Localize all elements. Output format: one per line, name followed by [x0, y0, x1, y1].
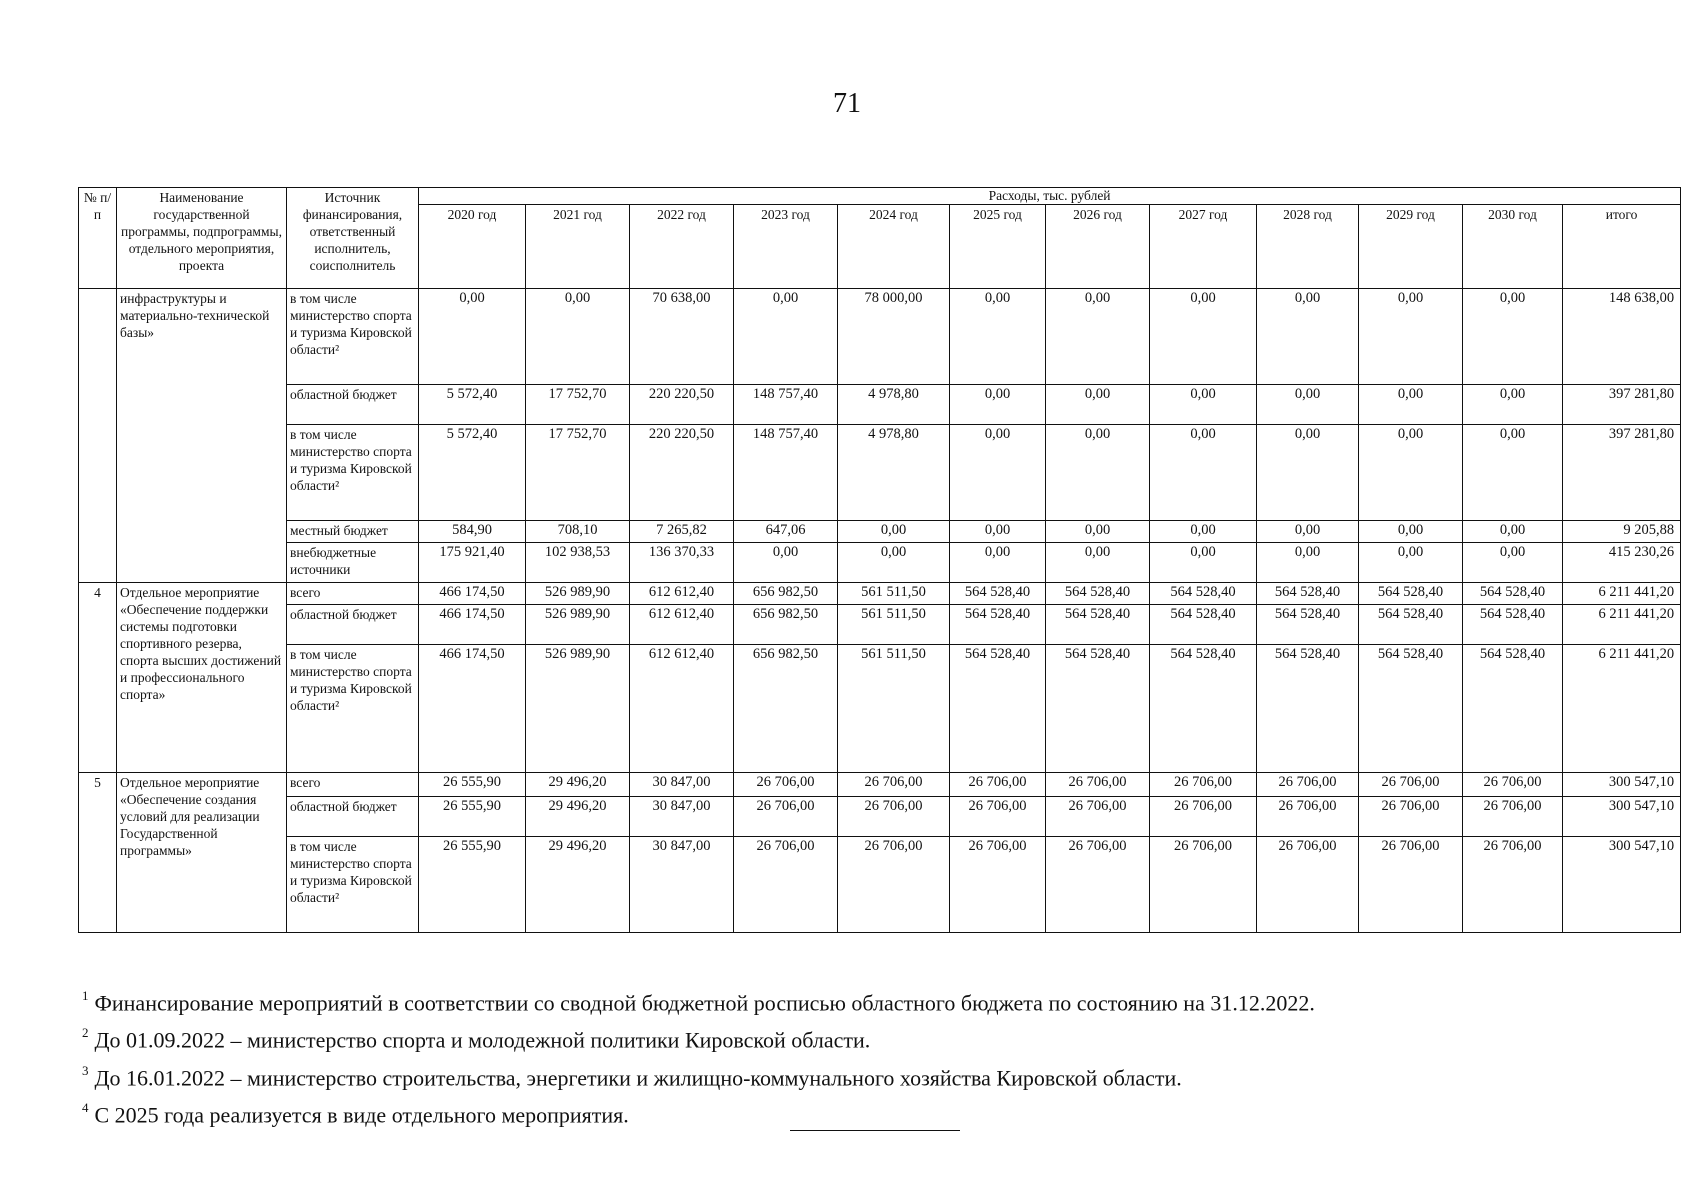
value-cell: 26 706,00	[1463, 773, 1563, 797]
value-cell: 564 528,40	[1257, 583, 1359, 605]
value-cell: 70 638,00	[630, 289, 734, 385]
value-cell: 612 612,40	[630, 583, 734, 605]
funding-source: областной бюджет	[287, 605, 419, 645]
value-cell: 148 757,40	[734, 385, 838, 425]
value-cell: 26 706,00	[1463, 837, 1563, 933]
total-cell: 6 211 441,20	[1563, 645, 1681, 773]
row-num: 5	[79, 773, 117, 933]
value-cell: 656 982,50	[734, 583, 838, 605]
value-cell: 612 612,40	[630, 605, 734, 645]
value-cell: 26 706,00	[950, 837, 1046, 933]
value-cell: 136 370,33	[630, 543, 734, 583]
value-cell: 17 752,70	[526, 385, 630, 425]
header-year: 2022 год	[630, 205, 734, 289]
value-cell: 708,10	[526, 521, 630, 543]
value-cell: 0,00	[950, 289, 1046, 385]
table-row	[79, 583, 1681, 605]
value-cell: 564 528,40	[1463, 645, 1563, 773]
value-cell: 0,00	[1257, 289, 1359, 385]
value-cell: 26 706,00	[1046, 797, 1150, 837]
value-cell: 30 847,00	[630, 797, 734, 837]
value-cell: 466 174,50	[419, 645, 526, 773]
value-cell: 561 511,50	[838, 605, 950, 645]
funding-source: в том числе министерство спорта и туризма Кировской области²	[287, 425, 419, 521]
budget-table	[78, 187, 1681, 933]
value-cell: 26 706,00	[950, 773, 1046, 797]
header-year: 2024 год	[838, 205, 950, 289]
value-cell: 0,00	[1257, 425, 1359, 521]
header-year: 2027 год	[1150, 205, 1257, 289]
footnote-text: Финансирование мероприятий в соответствии со сводной бюджетной росписью областного бюджета по состоянию на 31.12.2022.	[94, 990, 1315, 1016]
header-year: 2021 год	[526, 205, 630, 289]
value-cell: 0,00	[1257, 543, 1359, 583]
value-cell: 17 752,70	[526, 425, 630, 521]
value-cell: 0,00	[1046, 425, 1150, 521]
total-cell: 6 211 441,20	[1563, 605, 1681, 645]
value-cell: 564 528,40	[1046, 645, 1150, 773]
value-cell: 26 706,00	[1463, 797, 1563, 837]
row-num	[79, 289, 117, 583]
value-cell: 0,00	[1046, 543, 1150, 583]
footnotes	[82, 982, 1642, 1131]
footnote	[82, 1094, 1642, 1131]
value-cell: 0,00	[1046, 385, 1150, 425]
value-cell: 0,00	[1257, 385, 1359, 425]
header-num: № п/п	[79, 188, 117, 289]
value-cell: 0,00	[1359, 425, 1463, 521]
funding-source: областной бюджет	[287, 797, 419, 837]
header-year: 2028 год	[1257, 205, 1359, 289]
value-cell: 564 528,40	[1150, 605, 1257, 645]
total-cell: 6 211 441,20	[1563, 583, 1681, 605]
value-cell: 148 757,40	[734, 425, 838, 521]
table-row	[79, 837, 1681, 933]
value-cell: 564 528,40	[1150, 583, 1257, 605]
page-number: 71	[833, 88, 861, 119]
value-cell: 0,00	[1463, 521, 1563, 543]
header-source: Источник финансирования, ответственный исполнитель, соисполнитель	[287, 188, 419, 289]
value-cell: 26 706,00	[1150, 837, 1257, 933]
value-cell: 0,00	[1257, 521, 1359, 543]
value-cell: 526 989,90	[526, 583, 630, 605]
value-cell: 564 528,40	[950, 605, 1046, 645]
total-cell: 397 281,80	[1563, 385, 1681, 425]
value-cell: 0,00	[838, 543, 950, 583]
header-expenses: Расходы, тыс. рублей	[419, 188, 1681, 205]
value-cell: 564 528,40	[950, 583, 1046, 605]
value-cell: 0,00	[1150, 289, 1257, 385]
footnote-mark: 4	[82, 1099, 89, 1115]
value-cell: 561 511,50	[838, 583, 950, 605]
value-cell: 564 528,40	[1463, 583, 1563, 605]
value-cell: 0,00	[1150, 385, 1257, 425]
header-year: 2023 год	[734, 205, 838, 289]
funding-source: местный бюджет	[287, 521, 419, 543]
value-cell: 584,90	[419, 521, 526, 543]
value-cell: 0,00	[1046, 521, 1150, 543]
value-cell: 26 555,90	[419, 837, 526, 933]
value-cell: 526 989,90	[526, 605, 630, 645]
funding-source: всего	[287, 583, 419, 605]
value-cell: 0,00	[1463, 289, 1563, 385]
total-cell: 415 230,26	[1563, 543, 1681, 583]
value-cell: 26 706,00	[1257, 773, 1359, 797]
value-cell: 0,00	[1359, 289, 1463, 385]
value-cell: 220 220,50	[630, 425, 734, 521]
total-cell: 300 547,10	[1563, 797, 1681, 837]
value-cell: 564 528,40	[1463, 605, 1563, 645]
funding-source: всего	[287, 773, 419, 797]
value-cell: 26 706,00	[1359, 837, 1463, 933]
value-cell: 26 706,00	[1359, 773, 1463, 797]
value-cell: 0,00	[1463, 425, 1563, 521]
value-cell: 0,00	[1150, 425, 1257, 521]
header-year: 2026 год	[1046, 205, 1150, 289]
value-cell: 656 982,50	[734, 645, 838, 773]
value-cell: 26 555,90	[419, 797, 526, 837]
value-cell: 0,00	[1463, 543, 1563, 583]
value-cell: 0,00	[734, 543, 838, 583]
value-cell: 526 989,90	[526, 645, 630, 773]
value-cell: 564 528,40	[1359, 645, 1463, 773]
value-cell: 564 528,40	[1257, 605, 1359, 645]
total-cell: 397 281,80	[1563, 425, 1681, 521]
value-cell: 0,00	[950, 521, 1046, 543]
value-cell: 26 706,00	[1257, 837, 1359, 933]
footnote-text: До 01.09.2022 – министерство спорта и молодежной политики Кировской области.	[94, 1027, 871, 1053]
header-total: итого	[1563, 205, 1681, 289]
value-cell: 466 174,50	[419, 583, 526, 605]
header-name: Наименование государственной программы, подпрограммы, отдельного мероприятия, проекта	[117, 188, 287, 289]
value-cell: 0,00	[950, 425, 1046, 521]
value-cell: 78 000,00	[838, 289, 950, 385]
funding-source: в том числе министерство спорта и туризма Кировской области²	[287, 645, 419, 773]
value-cell: 102 938,53	[526, 543, 630, 583]
total-cell: 9 205,88	[1563, 521, 1681, 543]
value-cell: 0,00	[1359, 385, 1463, 425]
header-year: 2030 год	[1463, 205, 1563, 289]
value-cell: 0,00	[1150, 543, 1257, 583]
footnote-mark: 1	[82, 988, 89, 1003]
funding-source: в том числе министерство спорта и туризма Кировской области²	[287, 289, 419, 385]
row-num: 4	[79, 583, 117, 773]
table-header	[79, 188, 1681, 289]
program-name: Отдельное мероприятие «Обеспечение создания условий для реализации Государственной программы»	[117, 773, 287, 933]
table-row	[79, 289, 1681, 385]
footnote-mark: 3	[82, 1062, 89, 1078]
value-cell: 612 612,40	[630, 645, 734, 773]
table-row	[79, 645, 1681, 773]
footnote-text: До 16.01.2022 – министерство строительства, энергетики и жилищно-коммунального хозяйства Кировской области.	[94, 1064, 1182, 1090]
value-cell: 0,00	[1359, 521, 1463, 543]
value-cell: 647,06	[734, 521, 838, 543]
value-cell: 4 978,80	[838, 425, 950, 521]
value-cell: 26 706,00	[734, 797, 838, 837]
value-cell: 0,00	[1359, 543, 1463, 583]
value-cell: 26 706,00	[1359, 797, 1463, 837]
value-cell: 29 496,20	[526, 773, 630, 797]
value-cell: 30 847,00	[630, 773, 734, 797]
footnote	[82, 1019, 1642, 1056]
total-cell: 300 547,10	[1563, 837, 1681, 933]
value-cell: 564 528,40	[1150, 645, 1257, 773]
program-name: Отдельное мероприятие «Обеспечение поддержки системы подготовки спортивного резерва, спорта высших достижений и профессионального спорта»	[117, 583, 287, 773]
value-cell: 5 572,40	[419, 385, 526, 425]
value-cell: 26 706,00	[950, 797, 1046, 837]
table-row	[79, 797, 1681, 837]
value-cell: 564 528,40	[1046, 605, 1150, 645]
footnote	[82, 982, 1642, 1019]
value-cell: 26 706,00	[1150, 773, 1257, 797]
value-cell: 0,00	[1046, 289, 1150, 385]
header-year: 2029 год	[1359, 205, 1463, 289]
value-cell: 564 528,40	[950, 645, 1046, 773]
table-row	[79, 605, 1681, 645]
footnote-mark: 2	[82, 1025, 89, 1041]
value-cell: 656 982,50	[734, 605, 838, 645]
value-cell: 26 706,00	[838, 837, 950, 933]
value-cell: 26 706,00	[838, 797, 950, 837]
value-cell: 561 511,50	[838, 645, 950, 773]
value-cell: 29 496,20	[526, 797, 630, 837]
value-cell: 0,00	[950, 385, 1046, 425]
value-cell: 7 265,82	[630, 521, 734, 543]
footnote-text: С 2025 года реализуется в виде отдельного мероприятия.	[94, 1102, 629, 1128]
value-cell: 26 706,00	[1046, 837, 1150, 933]
funding-source: внебюджетные источники	[287, 543, 419, 583]
value-cell: 564 528,40	[1359, 583, 1463, 605]
table-row	[79, 773, 1681, 797]
value-cell: 0,00	[838, 521, 950, 543]
table-row	[79, 425, 1681, 521]
value-cell: 0,00	[1463, 385, 1563, 425]
funding-source: областной бюджет	[287, 385, 419, 425]
value-cell: 26 706,00	[1257, 797, 1359, 837]
value-cell: 26 706,00	[734, 773, 838, 797]
value-cell: 0,00	[526, 289, 630, 385]
program-name: инфраструктуры и материально-технической базы»	[117, 289, 287, 583]
value-cell: 175 921,40	[419, 543, 526, 583]
value-cell: 564 528,40	[1046, 583, 1150, 605]
table-body	[79, 289, 1681, 933]
value-cell: 564 528,40	[1359, 605, 1463, 645]
value-cell: 26 706,00	[838, 773, 950, 797]
value-cell: 0,00	[734, 289, 838, 385]
table-row	[79, 543, 1681, 583]
header-year: 2025 год	[950, 205, 1046, 289]
table-row	[79, 521, 1681, 543]
value-cell: 26 555,90	[419, 773, 526, 797]
value-cell: 0,00	[1150, 521, 1257, 543]
value-cell: 26 706,00	[1150, 797, 1257, 837]
total-cell: 148 638,00	[1563, 289, 1681, 385]
value-cell: 0,00	[950, 543, 1046, 583]
value-cell: 26 706,00	[734, 837, 838, 933]
closing-rule	[790, 1130, 960, 1131]
value-cell: 220 220,50	[630, 385, 734, 425]
total-cell: 300 547,10	[1563, 773, 1681, 797]
value-cell: 466 174,50	[419, 605, 526, 645]
value-cell: 0,00	[419, 289, 526, 385]
funding-source: в том числе министерство спорта и туризма Кировской области²	[287, 837, 419, 933]
value-cell: 5 572,40	[419, 425, 526, 521]
footnote	[82, 1057, 1642, 1094]
value-cell: 30 847,00	[630, 837, 734, 933]
value-cell: 29 496,20	[526, 837, 630, 933]
value-cell: 564 528,40	[1257, 645, 1359, 773]
table-row	[79, 385, 1681, 425]
value-cell: 26 706,00	[1046, 773, 1150, 797]
value-cell: 4 978,80	[838, 385, 950, 425]
header-year: 2020 год	[419, 205, 526, 289]
